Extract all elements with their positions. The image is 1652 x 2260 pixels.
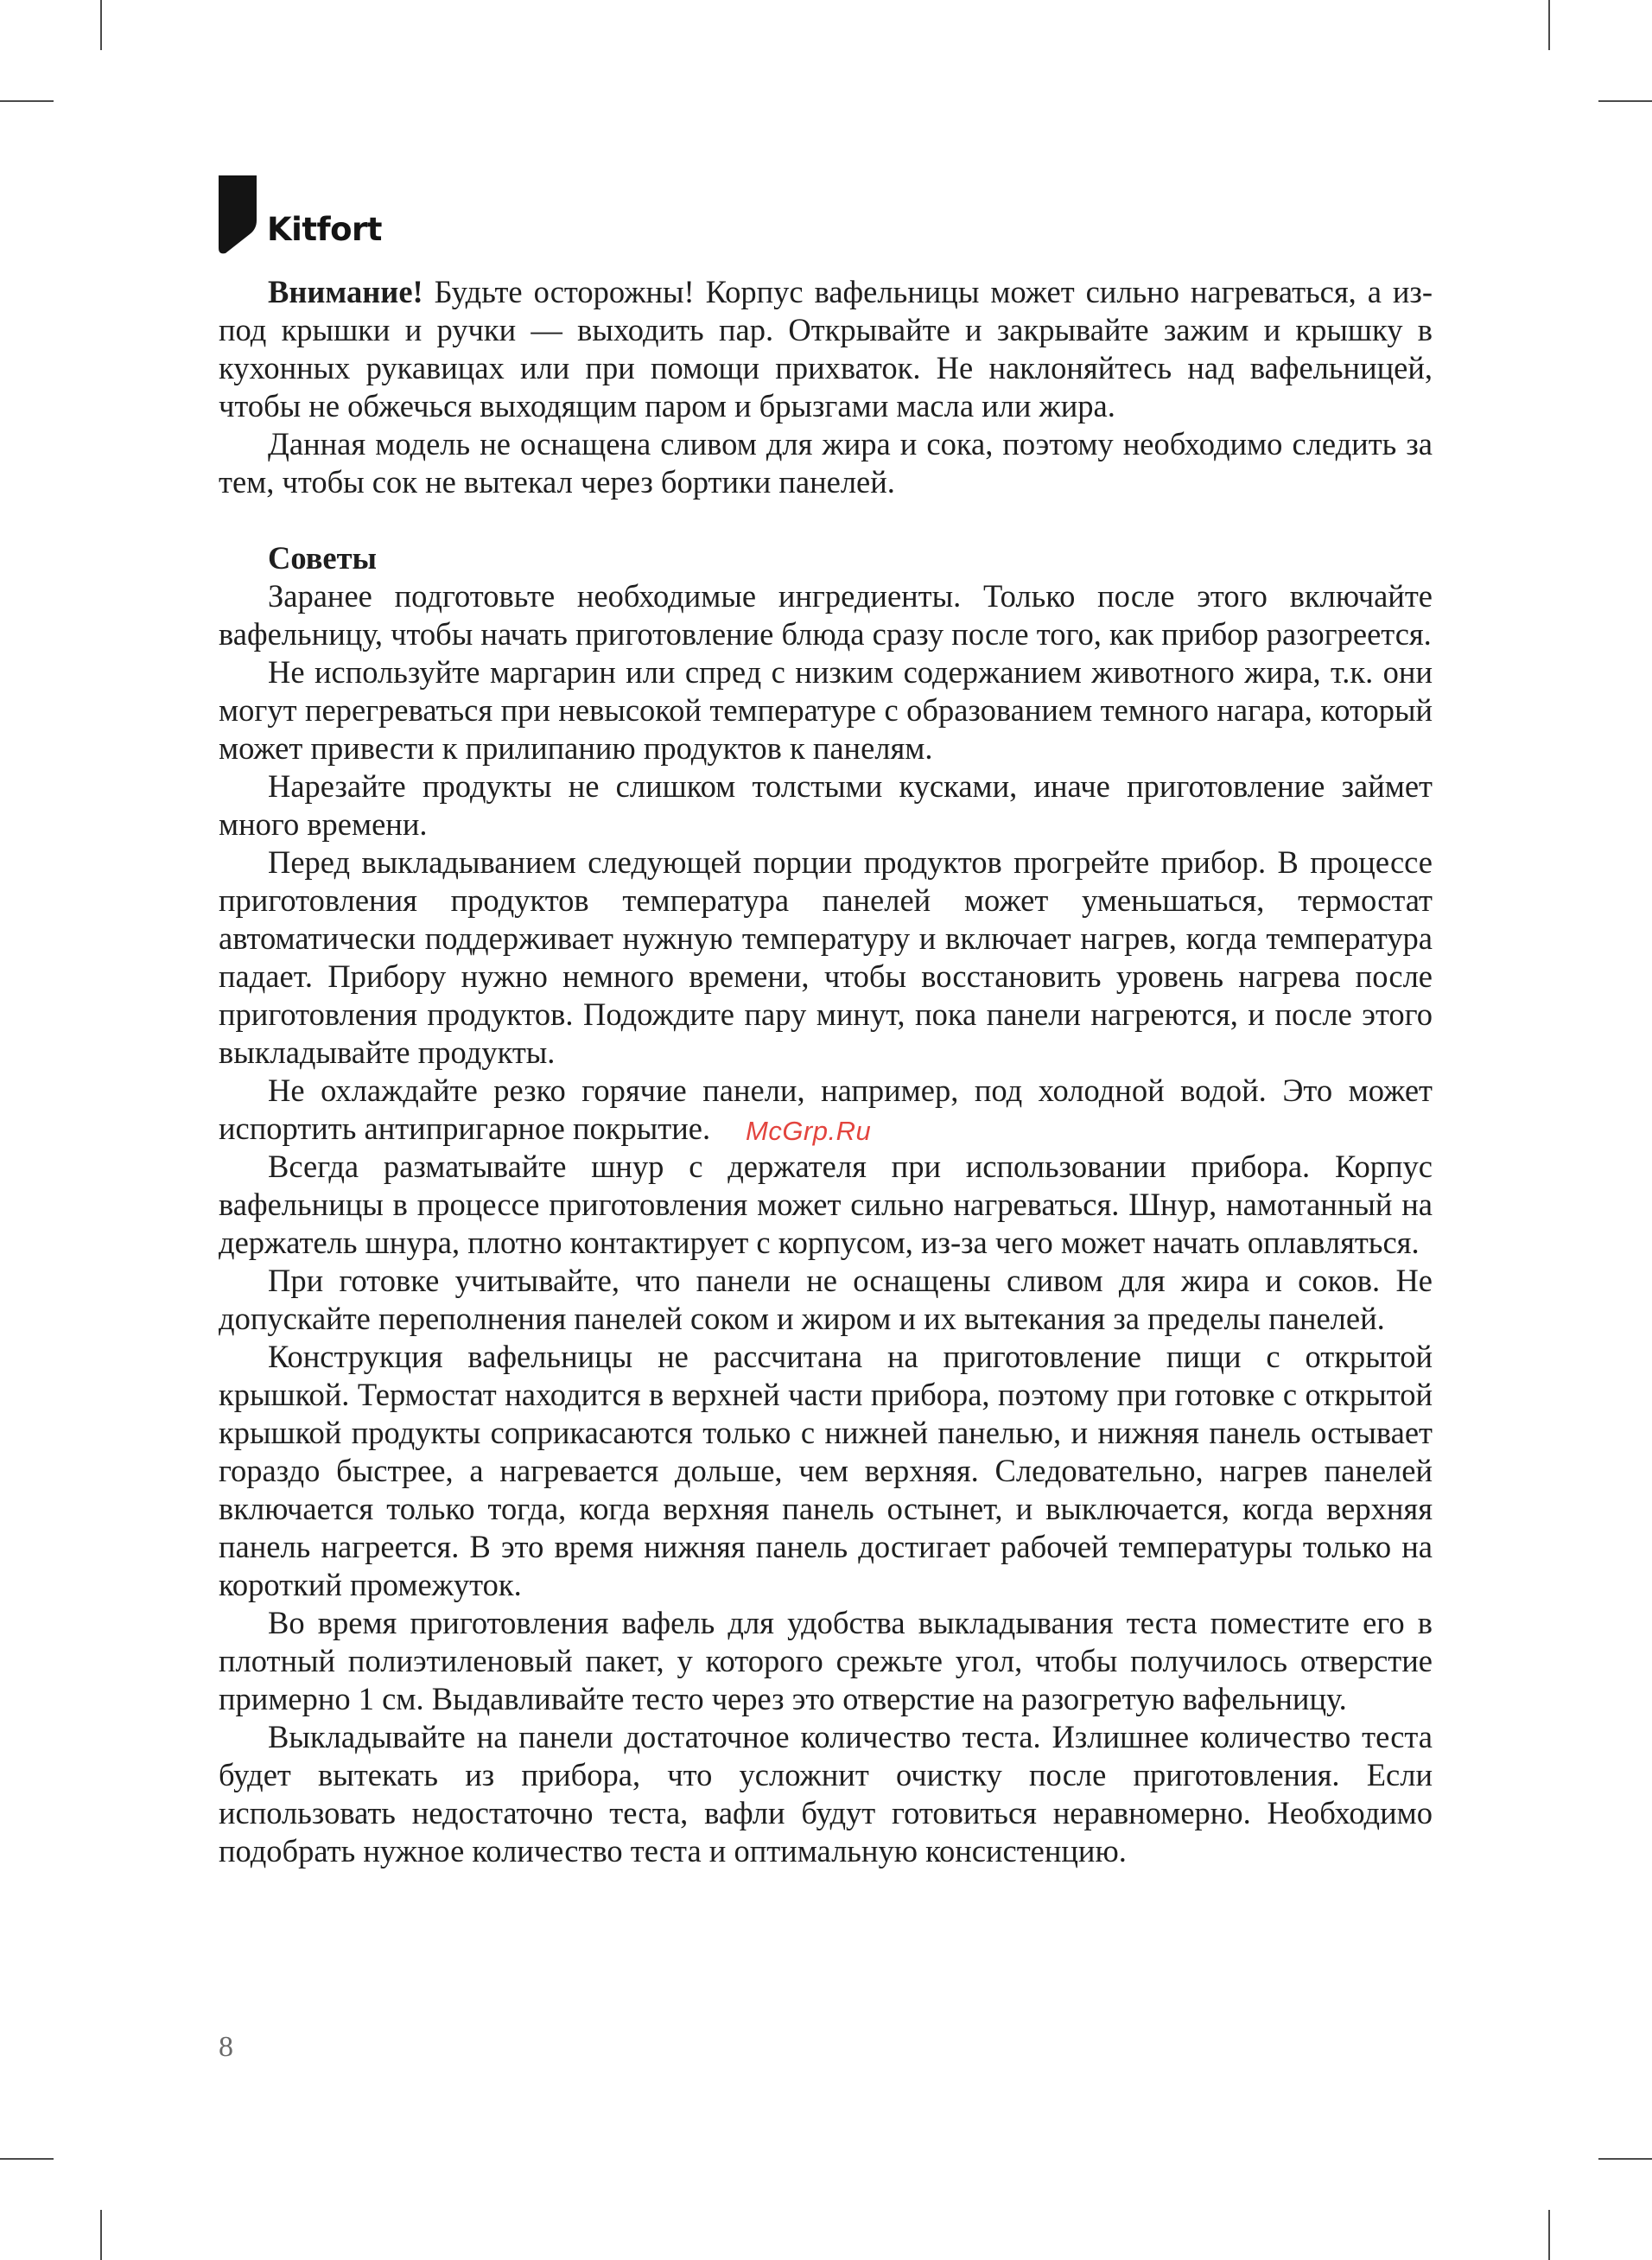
tip-paragraph: Всегда разматывайте шнур с держателя при использовании прибора. Корпус вафельницы в процессе приготовления может сильно нагреваться. Шнур, намотанный на держатель шнура, плотно контактирует с корпусом, из-за чего может начать оплавляться. (219, 1149, 1433, 1260)
logo-mark-icon (219, 175, 262, 255)
crop-mark-bottom-left-h (0, 2158, 54, 2160)
page-number: 8 (219, 2031, 233, 2063)
crop-mark-bottom-right (1548, 2210, 1550, 2260)
tip-paragraph: Не охлаждайте резко горячие панели, например, под холодной водой. Это может испортить антипригарное покрытие. (219, 1073, 1433, 1146)
tip-paragraph: Во время приготовления вафель для удобства выкладывания теста поместите его в плотный полиэтиленовый пакет, у которого срежьте угол, чтобы получилось отверстие примерно 1 см. Выдавливайте тесто через это отверстие на разогретую вафельницу. (219, 1605, 1433, 1716)
watermark: McGrp.Ru (746, 1116, 872, 1146)
logo-text: Kitfort (267, 211, 382, 248)
tip-paragraph: Выкладывайте на панели достаточное количество теста. Излишнее количество теста будет вытекать из прибора, что усложнит очистку после приготовления. Если использовать недостаточно теста, вафли будут готовиться неравномерно. Необходимо подобрать нужное количество теста и оптимальную консистенцию. (219, 1719, 1433, 1868)
crop-mark-bottom-right-h (1598, 2158, 1652, 2160)
tip-paragraph: Не используйте маргарин или спред с низким содержанием животного жира, т.к. они могут перегреваться при невысокой температуре с образованием темного нагара, который может привести к прилипанию продуктов к панелям. (219, 654, 1433, 766)
warning-text: Будьте осторожны! Корпус вафельницы может сильно нагреваться, а из-под крышки и ручки — выходить пар. Открывайте и закрывайте зажим и крышку в кухонных рукавицах или при помощи прихваток. Не наклоняйтесь над вафельницей, чтобы не обжечься выходящим паром и брызгами масла или жира. (219, 274, 1433, 423)
crop-mark-top-right-h (1598, 100, 1652, 102)
crop-mark-top-right (1548, 0, 1550, 50)
document-body (219, 273, 1433, 1870)
crop-mark-bottom-left (100, 2210, 102, 2260)
tip-paragraph: Перед выкладыванием следующей порции продуктов прогрейте прибор. В процессе приготовления продуктов температура панелей может уменьшаться, термостат автоматически поддерживает нужную температуру и включает нагрев, когда температура падает. Прибору нужно немного времени, чтобы восстановить уровень нагрева после приготовления продуктов. Подождите пару минут, пока панели нагреются, и после этого выкладывайте продукты. (219, 844, 1433, 1070)
tip-paragraph: Нарезайте продукты не слишком толстыми кусками, иначе приготовление займет много времени. (219, 768, 1433, 842)
tip-paragraph: Заранее подготовьте необходимые ингредиенты. Только после этого включайте вафельницу, чтобы начать приготовление блюда сразу после того, как прибор разогреется. (219, 578, 1433, 652)
warning-label: Внимание! (268, 274, 423, 309)
warning-paragraph (219, 273, 1433, 425)
tip-paragraph: При готовке учитывайте, что панели не оснащены сливом для жира и соков. Не допускайте переполнения панелей соком и жиром и их вытекания за пределы панелей. (219, 1263, 1433, 1336)
tip-paragraph: Конструкция вафельницы не рассчитана на приготовление пищи с открытой крышкой. Термостат находится в верхней части прибора, поэтому при готовке с открытой крышкой продукты соприкасаются только с нижней панелью, и нижняя панель остывает гораздо быстрее, а нагревается дольше, чем верхняя. Следовательно, нагрев панелей включается только тогда, когда верхняя панель остынет, и выключается, когда верхняя панель нагреется. В это время нижняя панель достигает рабочей температуры только на короткий промежуток. (219, 1339, 1433, 1602)
crop-mark-top-left-h (0, 100, 54, 102)
drain-note-paragraph: Данная модель не оснащена сливом для жира и сока, поэтому необходимо следить за тем, чтобы сок не вытекал через бортики панелей. (219, 426, 1433, 500)
tips-heading: Советы (268, 540, 378, 576)
crop-mark-top-left (100, 0, 102, 50)
kitfort-logo (219, 175, 426, 255)
